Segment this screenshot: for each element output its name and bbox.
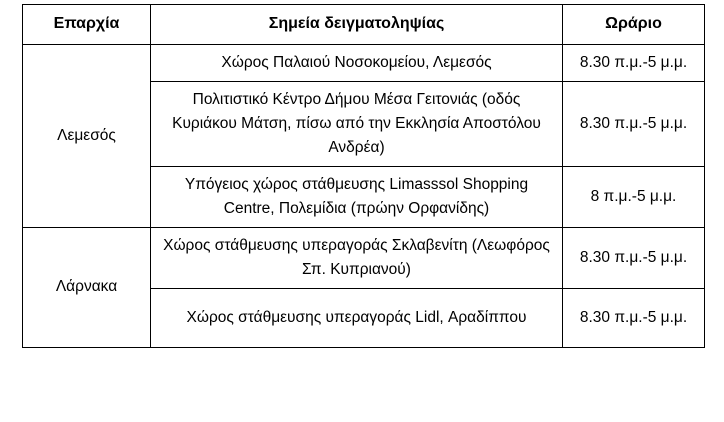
sampling-points-table — [22, 4, 705, 348]
opening-hours: 8.30 π.μ.-5 μ.μ. — [563, 227, 705, 288]
opening-hours: 8.30 π.μ.-5 μ.μ. — [563, 44, 705, 81]
table-header-row — [23, 5, 705, 45]
table-header — [23, 5, 705, 45]
column-header-hours: Ωράριο — [563, 5, 705, 45]
column-header-district: Επαρχία — [23, 5, 151, 45]
district-name: Λάρνακα — [23, 227, 151, 347]
sampling-point: Πολιτιστικό Κέντρο Δήμου Μέσα Γειτονιάς (οδός Κυριάκου Μάτση, πίσω από την Εκκλησία Αποστόλου Ανδρέα) — [151, 81, 563, 166]
opening-hours: 8.30 π.μ.-5 μ.μ. — [563, 81, 705, 166]
opening-hours: 8.30 π.μ.-5 μ.μ. — [563, 288, 705, 347]
table-row — [23, 44, 705, 81]
district-name: Λεμεσός — [23, 44, 151, 227]
table-row — [23, 227, 705, 288]
sampling-point: Υπόγειος χώρος στάθμευσης Limasssol Shopping Centre, Πολεμίδια (πρώην Ορφανίδης) — [151, 166, 563, 227]
sampling-point: Χώρος στάθμευσης υπεραγοράς Σκλαβενίτη (Λεωφόρος Σπ. Κυπριανού) — [151, 227, 563, 288]
column-header-point: Σημεία δειγματοληψίας — [151, 5, 563, 45]
sampling-point: Χώρος Παλαιού Νοσοκομείου, Λεμεσός — [151, 44, 563, 81]
opening-hours: 8 π.μ.-5 μ.μ. — [563, 166, 705, 227]
table-body — [23, 44, 705, 347]
sampling-point: Χώρος στάθμευσης υπεραγοράς Lidl, Αραδίππου — [151, 288, 563, 347]
